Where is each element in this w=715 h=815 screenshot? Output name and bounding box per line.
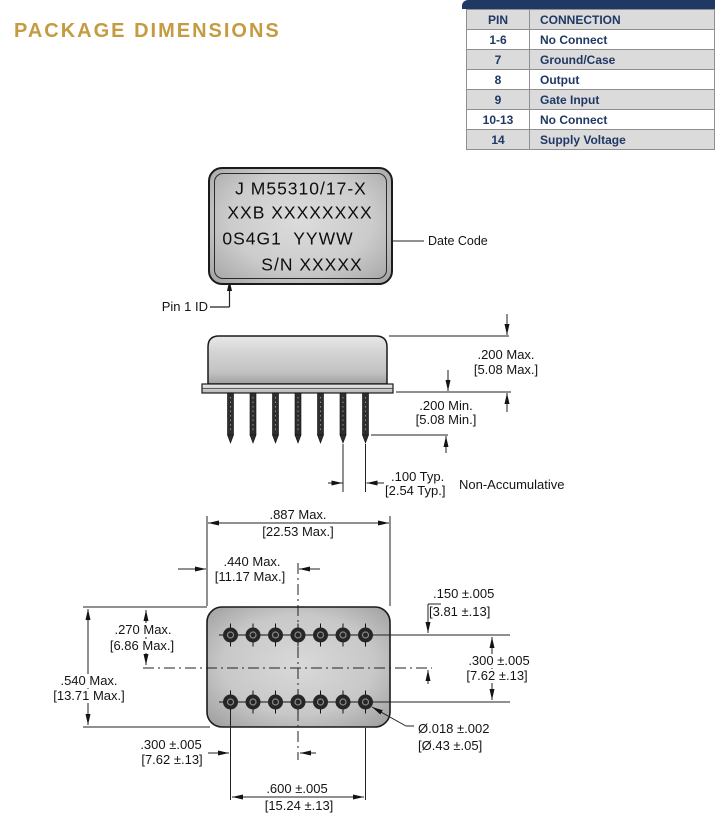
dim-width-in: .887 Max. [269,507,327,522]
dim-half-width-mm: [11.17 Max.] [214,569,286,584]
dim-pin-dia-in: Ø.018 ±.002 [418,721,490,736]
pin-cell: 1-6 [467,30,530,49]
connection-cell: Ground/Case [540,52,616,67]
table-header-pin: PIN [467,10,530,29]
dim-body-height-mm: [5.08 Max.] [473,362,539,377]
marking-date-code: 0S4G1 YYWW [222,228,354,249]
dim-body-height-in: .200 Max. [477,347,535,362]
dim-pin-to-center-in: .300 ±.005 [140,737,202,752]
dim-pin-span-mm: [15.24 ±.13] [264,798,334,813]
bottom-view-package [143,563,432,760]
connection-cell: No Connect [540,32,608,47]
connection-cell: No Connect [540,112,608,127]
dim-width-mm: [22.53 Max.] [262,524,334,539]
page-title: PACKAGE DIMENSIONS [14,20,281,42]
side-view-pins [228,393,369,443]
date-code-label: Date Code [428,234,488,248]
dim-pin-span-in: .600 ±.005 [266,781,328,796]
dim-row-to-center-mm: [3.81 ±.13] [429,604,491,619]
dim-pin-dia-mm: [Ø.43 ±.05] [418,738,483,753]
side-view-package [202,336,393,443]
pin-cell: 7 [467,50,530,69]
dim-row-to-center-in: .150 ±.005 [433,586,495,601]
connection-cell: Supply Voltage [540,132,626,147]
dim-half-height-mm: [6.86 Max.] [109,638,175,653]
dim-half-height-in: .270 Max. [114,622,172,637]
pin-cell: 9 [467,90,530,109]
pin-cell: 10-13 [467,110,530,129]
table-header-connection: CONNECTION [540,12,621,27]
dim-pin-pitch-in: .100 Typ. [391,469,445,484]
pitch-note: Non-Accumulative [459,477,565,492]
marking-lot-code: XXB XXXXXXXX [227,202,373,223]
dim-height-mm: [13.71 Max.] [53,688,125,703]
pin1-id-label: Pin 1 ID [161,299,208,314]
dim-pin-to-center-mm: [7.62 ±.13] [141,752,203,767]
connection-cell: Output [540,72,580,87]
connection-cell: Gate Input [540,92,600,107]
dim-row-spacing-mm: [7.62 ±.13] [466,668,528,683]
dim-half-width-in: .440 Max. [223,554,281,569]
marking-serial-number: S/N XXXXX [261,254,363,275]
pin-cell: 8 [467,70,530,89]
dim-pin-length-in: .200 Min. [419,398,473,413]
dim-row-spacing-in: .300 ±.005 [468,653,530,668]
dim-height-in: .540 Max. [60,673,118,688]
pin-cell: 14 [467,130,530,149]
marking-part-number: J M55310/17-X [235,178,367,199]
dim-pin-length-mm: [5.08 Min.] [415,412,477,427]
dim-pin-pitch-mm: [2.54 Typ.] [385,483,446,498]
